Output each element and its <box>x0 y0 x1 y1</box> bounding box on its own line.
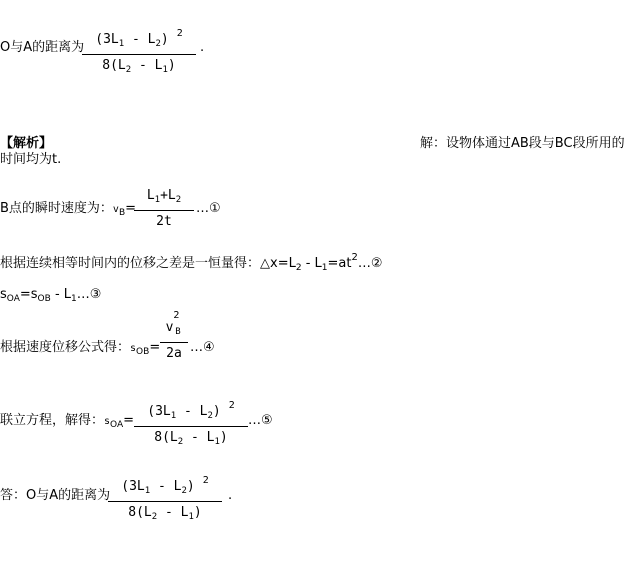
eq4-tail: …④ <box>190 340 215 355</box>
eq5-fraction <box>134 398 248 450</box>
fraction-bar <box>82 54 196 55</box>
answer-bar <box>108 501 222 502</box>
eq5-bar <box>134 426 248 427</box>
answer-numerator: $(3L_1 - L_2)$ $^2$ <box>121 475 209 496</box>
eq5-prefix: 联立方程，解得：$s_{OA}=$ <box>0 413 135 430</box>
answer-period: . <box>228 488 233 503</box>
eq1-prefix: B点的瞬时速度为：$v_B=$ <box>0 201 137 218</box>
solution-text-1: 解：设物体通过AB段与BC段所用的 <box>420 136 625 151</box>
result-intro-text: O与A的距离为 <box>0 40 85 55</box>
eq1-numerator: $L_1+L_2$ <box>146 188 182 205</box>
eq4-denominator: 2a <box>166 346 182 361</box>
eq1-denominator: 2t <box>156 214 172 229</box>
eq5-tail: …⑤ <box>248 413 273 428</box>
eq5-numerator: $(3L_1 - L_2)$ $^2$ <box>147 400 235 421</box>
eq4-bar <box>160 342 188 343</box>
solution-text-2: 时间均为t. <box>0 152 62 167</box>
eq3-line: $s_{OA}=s_{OB}$ - $L_1\dots ③$ <box>0 287 102 304</box>
eq1-tail: …① <box>196 201 221 216</box>
eq4-prefix: 根据速度位移公式得：$s_{OB}=$ <box>0 340 161 357</box>
result-fraction <box>82 26 196 78</box>
eq4-fraction <box>160 310 188 362</box>
fraction-exponent: 2 <box>176 28 183 39</box>
analysis-label: 【解析】 <box>0 136 53 151</box>
eq1-fraction <box>134 188 194 230</box>
answer-fraction <box>108 473 222 525</box>
eq2-line: 根据连续相等时间内的位移之差是一恒量得：$\triangle x=L_2$ - $L_1=at^2\dots ②$ <box>0 252 383 273</box>
fraction-denominator: $8(L_2 - L_1)$ <box>102 58 176 75</box>
eq5-denominator: $8(L_2 - L_1)$ <box>154 430 228 447</box>
answer-denominator: $8(L_2 - L_1)$ <box>128 505 202 522</box>
fraction-numerator: $(3L_1 - L_2)$ $^2$ <box>95 28 183 49</box>
result-period: . <box>200 40 205 55</box>
eq4-numerator: v 2 $_B$ <box>165 310 181 337</box>
answer-prefix: 答：O与A的距离为 <box>0 488 111 503</box>
eq1-bar <box>134 210 194 211</box>
